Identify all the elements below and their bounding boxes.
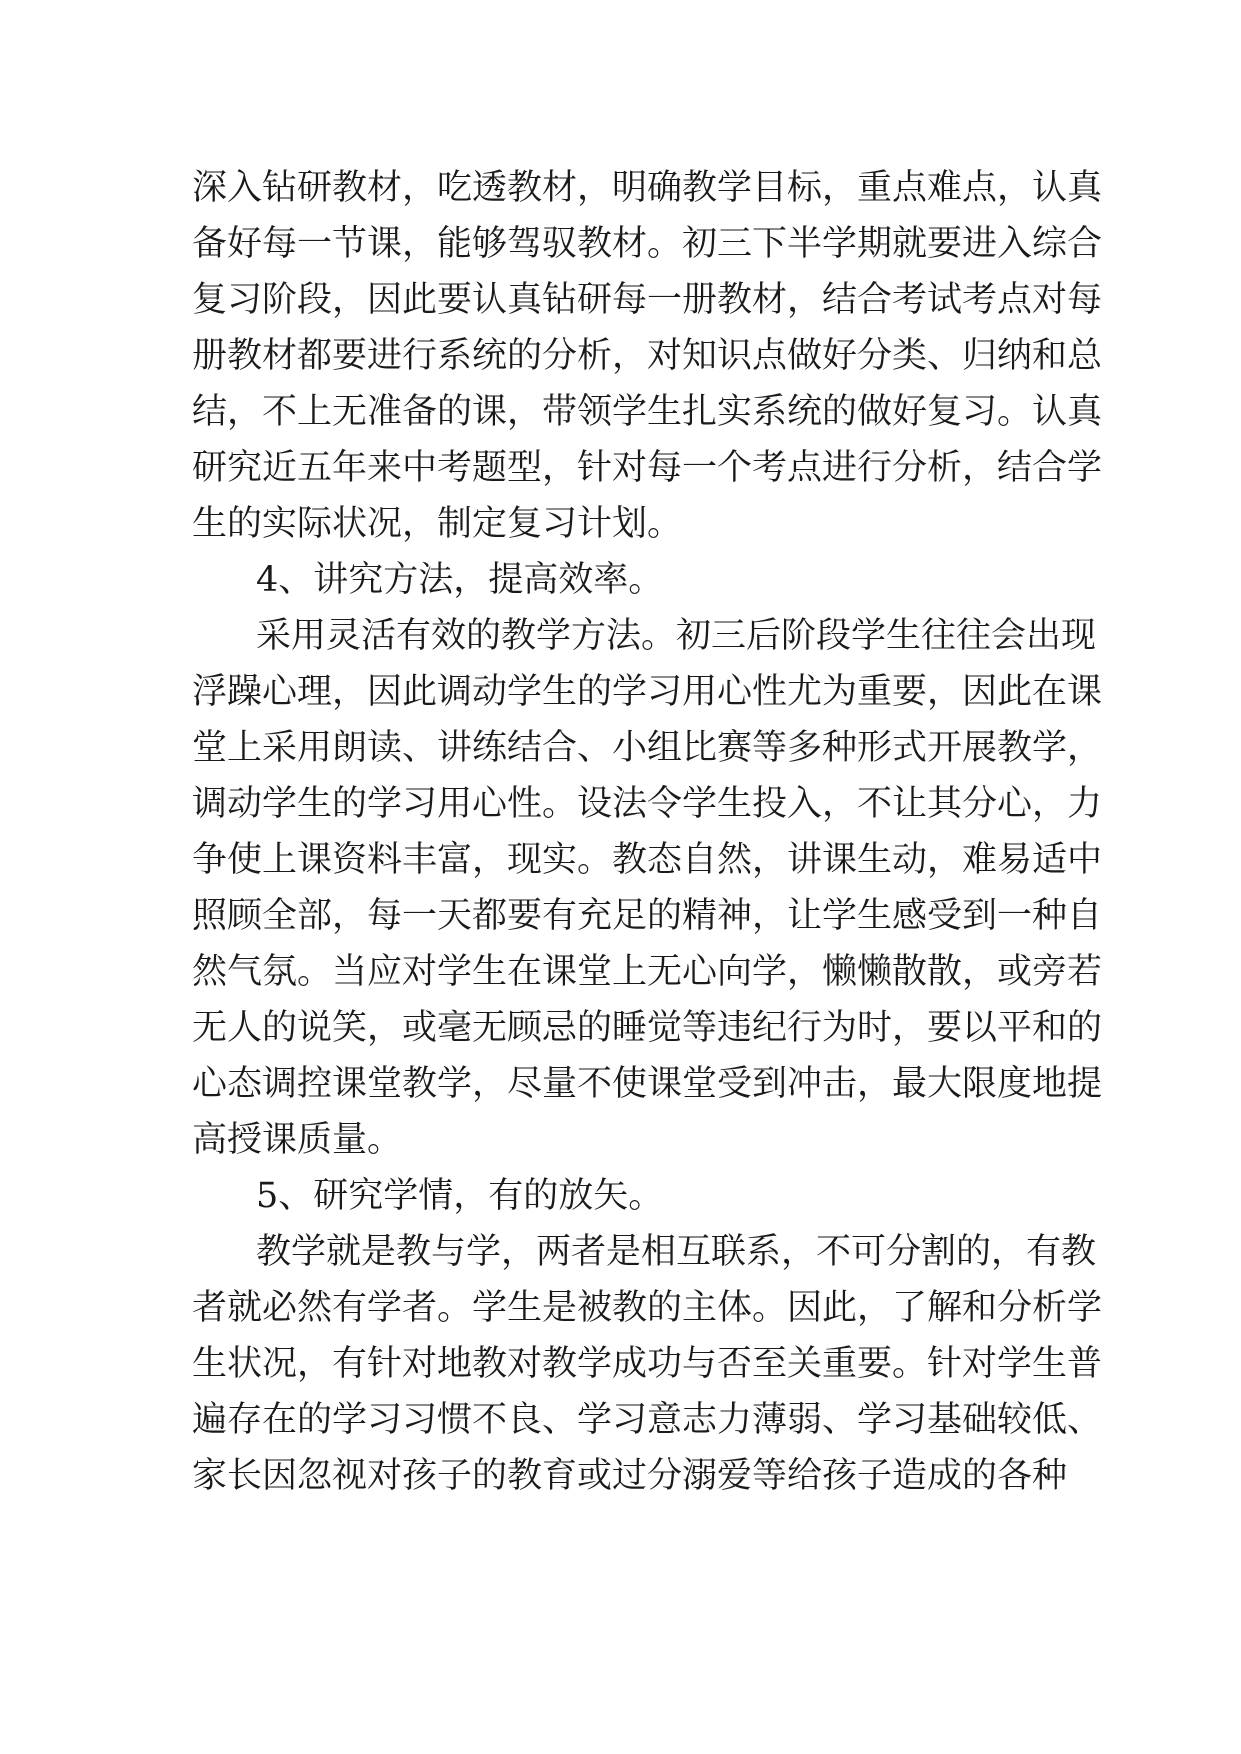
text-line: 遍存在的学习习惯不良、学习意志力薄弱、学习基础较低、 (192, 1400, 1103, 1440)
text-line: 备好每一节课，能够驾驭教材。初三下半学期就要进入综合 (192, 224, 1103, 264)
text-line: 然气氛。当应对学生在课堂上无心向学，懒懒散散，或旁若 (192, 952, 1103, 992)
text-line: 家长因忽视对孩子的教育或过分溺爱等给孩子造成的各种 (192, 1456, 1068, 1496)
text-line: 深入钻研教材，吃透教材，明确教学目标，重点难点，认真 (192, 168, 1103, 208)
section-heading: 5、研究学情，有的放矢。 (256, 1176, 664, 1216)
section-heading: 4、讲究方法，提高效率。 (256, 560, 664, 600)
text-line: 照顾全部，每一天都要有充足的精神，让学生感受到一种自 (192, 896, 1103, 936)
text-line: 采用灵活有效的教学方法。初三后阶段学生往往会出现 (256, 616, 1097, 656)
text-line: 者就必然有学者。学生是被教的主体。因此，了解和分析学 (192, 1288, 1103, 1328)
text-line: 争使上课资料丰富，现实。教态自然，讲课生动，难易适中 (192, 840, 1103, 880)
text-line: 生的实际状况，制定复习计划。 (192, 504, 683, 544)
text-line: 册教材都要进行系统的分析，对知识点做好分类、归纳和总 (192, 336, 1103, 376)
text-line: 研究近五年来中考题型，针对每一个考点进行分析，结合学 (192, 448, 1103, 488)
text-line: 教学就是教与学，两者是相互联系，不可分割的，有教 (256, 1232, 1097, 1272)
text-line: 复习阶段，因此要认真钻研每一册教材，结合考试考点对每 (192, 280, 1103, 320)
text-line: 心态调控课堂教学，尽量不使课堂受到冲击，最大限度地提 (192, 1064, 1103, 1104)
text-line: 堂上采用朗读、讲练结合、小组比赛等多种形式开展教学， (192, 728, 1103, 768)
text-line: 调动学生的学习用心性。设法令学生投入，不让其分心，力 (192, 784, 1103, 824)
text-line: 生状况，有针对地教对教学成功与否至关重要。针对学生普 (192, 1344, 1103, 1384)
text-line: 无人的说笑，或毫无顾忌的睡觉等违纪行为时，要以平和的 (192, 1008, 1103, 1048)
text-line: 高授课质量。 (192, 1120, 403, 1160)
text-line: 结，不上无准备的课，带领学生扎实系统的做好复习。认真 (192, 392, 1103, 432)
text-line: 浮躁心理，因此调动学生的学习用心性尤为重要，因此在课 (192, 672, 1103, 712)
